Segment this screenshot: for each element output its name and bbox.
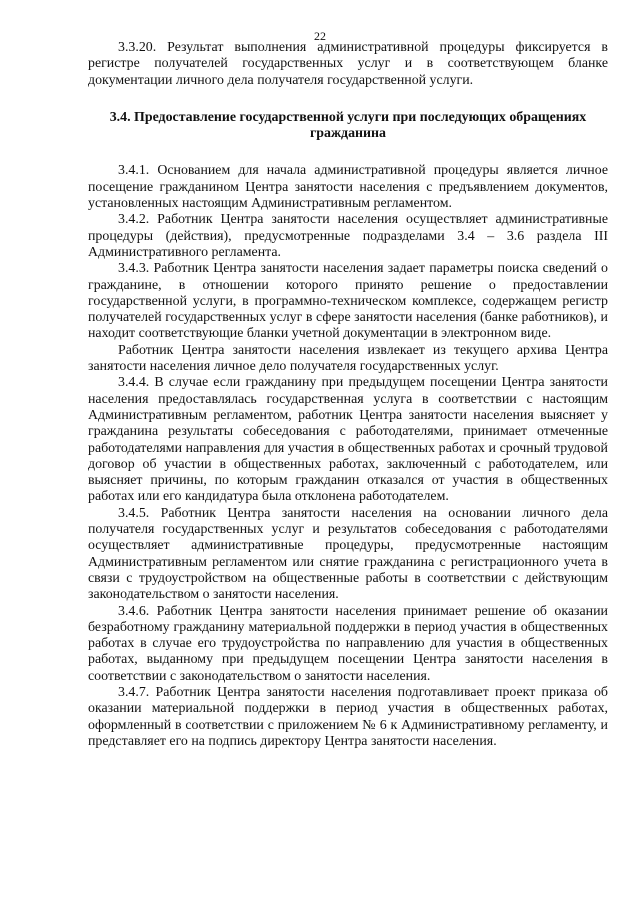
paragraph-3-4-2: 3.4.2. Работник Центра занятости населения осуществляет административные процедуры (действия), предусмотренные подразделами 3.4 – 3.6 раздела III Административного регламента. <box>88 212 608 260</box>
document-body <box>88 40 608 750</box>
section-title: 3.4. Предоставление государственной услуги при последующих обращениях гражданина <box>109 109 587 142</box>
page-number: 22 <box>314 29 326 43</box>
paragraph-3-4-5: 3.4.5. Работник Центра занятости населения на основании личного дела получателя государственных услуг и результатов собеседования с работодателями осуществляет административные процедуры, предусмотренные настоящим Административным регламентом или снятие гражданина с регистрационного учета в связи с трудоустройством на общественные работы в соответствии с действующим законодательством о занятости населения. <box>88 505 608 603</box>
paragraph-3-3-20: 3.3.20. Результат выполнения административной процедуры фиксируется в регистре получателей государственных услуг и в соответствующем бланке документации личного дела получателя государственной услуги. <box>88 40 608 88</box>
paragraph-3-4-3: 3.4.3. Работник Центра занятости населения задает параметры поиска сведений о гражданине, в отношении которого принято решение о предоставлении государственной услуги, в программно-техническом комплексе, содержащем регистр получателей государственных услуг в сфере занятости населения (банке работников), и находит соответствующие бланки учетной документации в электронном виде. <box>88 261 608 342</box>
paragraph-3-4-7: 3.4.7. Работник Центра занятости населения подготавливает проект приказа об оказании материальной поддержки в период участия в общественных работах, оформленный в соответствии с приложением № 6 к Административному регламенту, и представляет его на подпись директору Центра занятости населения. <box>88 684 608 749</box>
paragraph-3-4-6: 3.4.6. Работник Центра занятости населения принимает решение об оказании безработному гражданину материальной поддержки в период участия в общественных работах в случае его трудоустройства по направлению для участия в общественных работах, выданному при предыдущем посещении Центра занятости населения в соответствии с законодательством о занятости населения. <box>88 603 608 684</box>
paragraph-3-4-1: 3.4.1. Основанием для начала административной процедуры является личное посещение гражданином Центра занятости населения с предъявлением документов, установленных настоящим Административным регламентом. <box>88 163 608 212</box>
paragraph-3-4-3-archive: Работник Центра занятости населения извлекает из текущего архива Центра занятости населения личное дело получателя государственных услуг. <box>88 342 608 375</box>
paragraph-3-4-4: 3.4.4. В случае если гражданину при предыдущем посещении Центра занятости населения предоставлялась государственная услуга в соответствии с настоящим Административным регламентом, работник Центра занятости населения выясняет у гражданина результаты собеседования с работодателями, принимает отмеченные работодателями направления для участия в общественных работах и срочный трудовой договор об участии в общественных работах, заключенный с работодателем, или выясняет причины, по которым гражданин отказался от участия в общественных работах или его кандидатура была отклонена работодателем. <box>88 375 608 505</box>
